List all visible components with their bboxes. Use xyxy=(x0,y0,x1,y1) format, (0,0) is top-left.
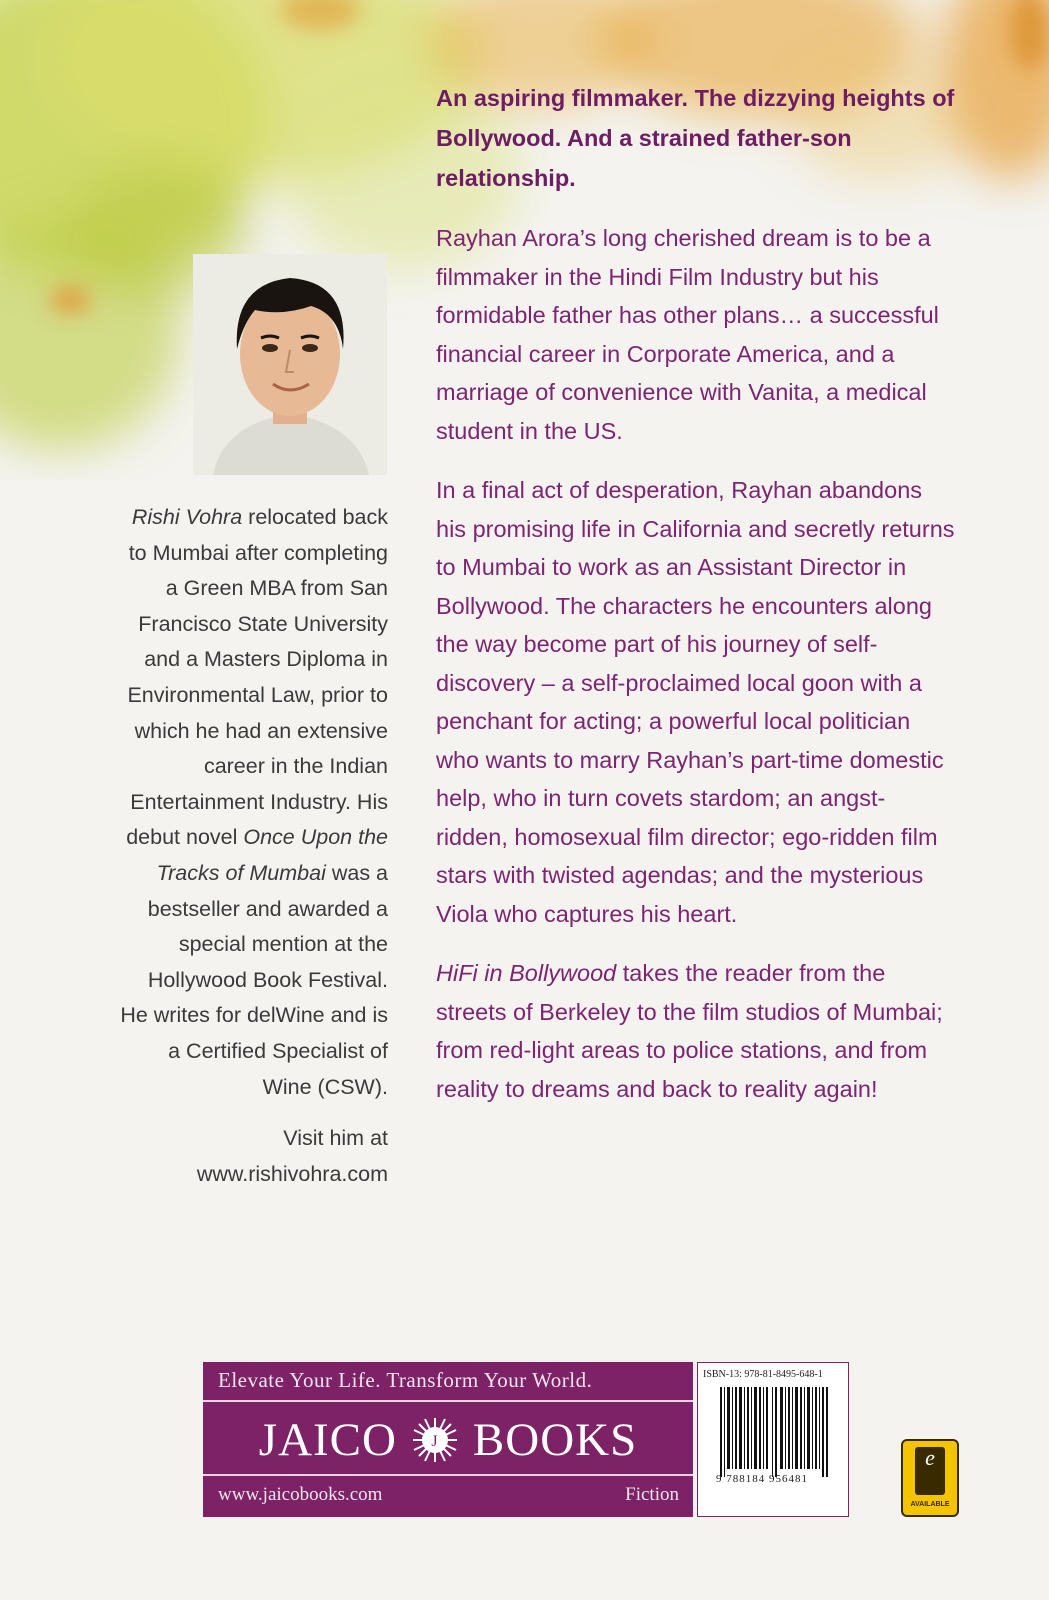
svg-text:J: J xyxy=(431,1433,439,1450)
ebook-letter: e xyxy=(925,1445,935,1470)
blurb-lead: An aspiring filmmaker. The dizzying heights of Bollywood. And a strained father-son relationship. xyxy=(436,85,955,191)
debut-novel-title: Once Upon the Tracks of Mumbai xyxy=(156,825,388,885)
book-title: HiFi in Bollywood xyxy=(436,960,617,986)
author-photo xyxy=(193,254,387,475)
isbn-number: ISBN-13: 978-81-8495-648-1 xyxy=(703,1369,823,1380)
isbn-barcode xyxy=(697,1362,849,1517)
genre-label: Fiction xyxy=(625,1484,679,1505)
ebook-word: Book xyxy=(916,1475,943,1489)
publisher-website: www.jaicobooks.com xyxy=(218,1484,383,1505)
jaico-emblem-icon xyxy=(411,1416,459,1464)
brand-word-left: JAICO xyxy=(258,1414,397,1466)
divider xyxy=(203,1474,693,1476)
blurb-paragraph-1: Rayhan Arora’s long cherished dream is to be a filmmaker in the Hindi Film Industry but his formidable father has other plans… a successful financial career in Corporate America, and a marriage of convenience with Vanita, a medical student in the US. xyxy=(436,225,939,444)
author-visit: Visit him at www.rishivohra.com xyxy=(196,1126,388,1186)
author-bio xyxy=(118,500,388,1192)
author-website: www.rishivohra.com xyxy=(196,1161,388,1186)
bio-text: Rishi Vohra relocated back to Mumbai after completing a Green MBA from San Francisco State University and a Masters Diploma in Environmental Law, prior to which he had an extensive career in the Indian Entertainment Industry. His debut novel Once Upon the Tracks of Mumbai was a bestseller and awarded a special mention at the Hollywood Book Festival. He writes for delWine and is a Certified Specialist of Wine (CSW). xyxy=(120,505,388,1099)
author-name: Rishi Vohra xyxy=(131,505,243,529)
publisher-logo xyxy=(203,1412,693,1468)
publisher-tagline: Elevate Your Life. Transform Your World. xyxy=(218,1368,593,1392)
ebook-status: AVAILABLE xyxy=(910,1501,950,1508)
book-blurb xyxy=(436,78,956,1129)
barcode-digits: 9 788184 956481 xyxy=(716,1473,808,1485)
divider xyxy=(203,1400,693,1402)
barcode-icon xyxy=(720,1387,830,1477)
brand-word-right: BOOKS xyxy=(472,1414,638,1466)
blurb-paragraph-3: HiFi in Bollywood takes the reader from the streets of Berkeley to the film studios of Mumbai; from red-light areas to police stations, and from reality to dreams and back to reality again! xyxy=(436,960,943,1102)
publisher-panel xyxy=(203,1362,693,1517)
blurb-paragraph-2: In a final act of desperation, Rayhan abandons his promising life in California and secretly returns to Mumbai to work as an Assistant Director in Bollywood. The characters he encounters along the way become part of his journey of self-discovery – a self-proclaimed local goon with a penchant for acting; a powerful local politician who wants to marry Rayhan’s part-time domestic help, who in turn covets stardom; an angst-ridden, homosexual film director; ego-ridden film stars with twisted agendas; and the mysterious Viola who captures his heart. xyxy=(436,477,955,927)
ebook-available-badge xyxy=(901,1439,959,1517)
